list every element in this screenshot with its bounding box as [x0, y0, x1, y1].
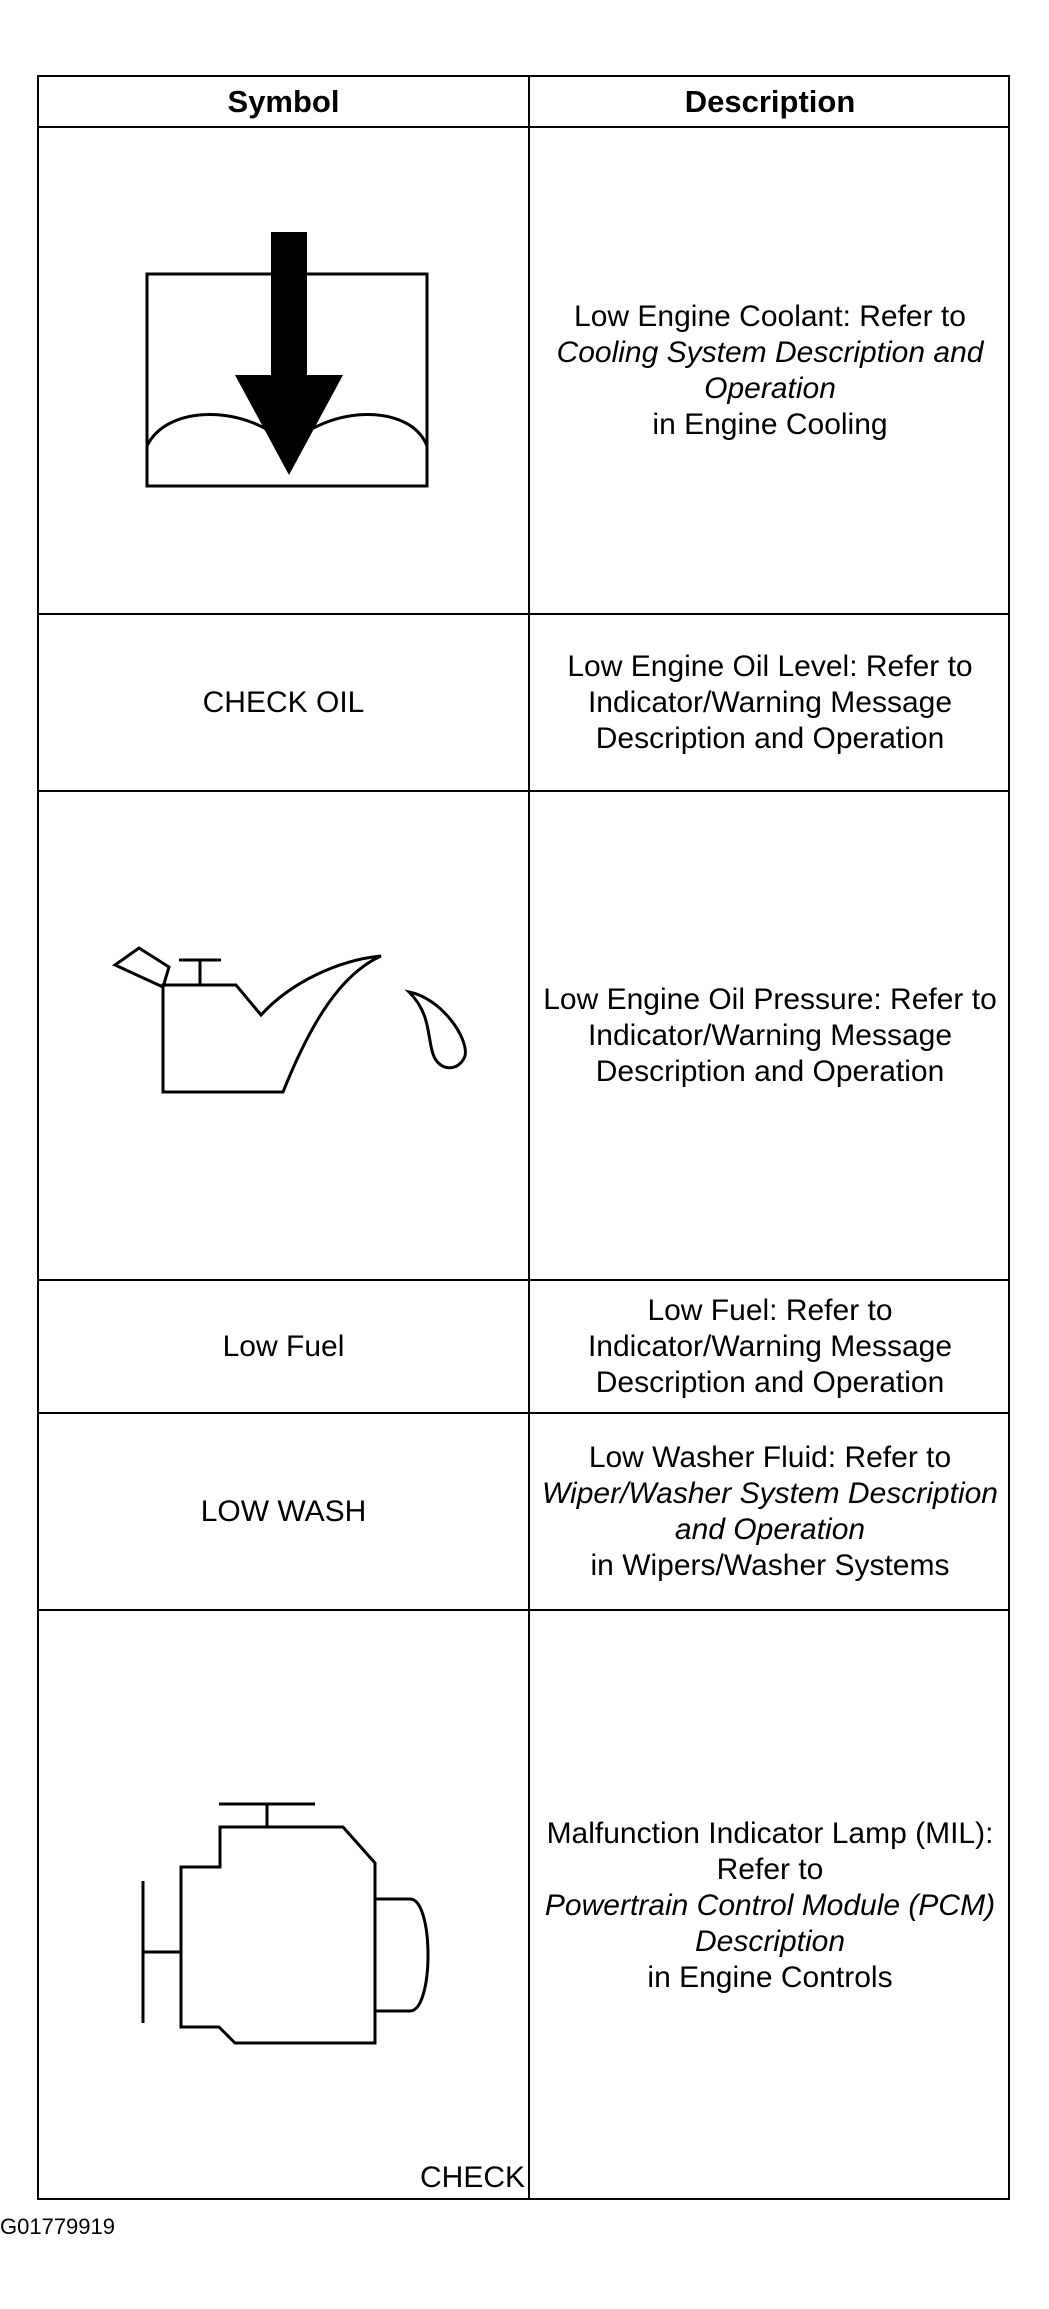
description-location: in Engine Cooling	[652, 407, 888, 441]
symbol-text: Low Fuel	[222, 1329, 345, 1363]
engine-icon	[39, 1611, 528, 2200]
description-cell	[530, 1281, 1010, 1412]
description-text: Low Engine Oil Level: Refer to Indicator/Warning Message Description and Operation	[567, 649, 973, 755]
symbol-cell	[39, 1611, 528, 2200]
description-text: Low Engine Coolant: Refer to	[574, 299, 966, 333]
reference-link-text: Cooling System Description and Operation	[556, 335, 984, 405]
description-text: Low Fuel: Refer to Indicator/Warning Message Description and Operation	[587, 1293, 953, 1399]
description-location: in Engine Controls	[647, 1960, 893, 1994]
symbol-cell	[39, 1414, 528, 1609]
symbol-column-header: Symbol	[227, 83, 340, 119]
description-column-header: Description	[684, 83, 856, 119]
symbol-text: CHECK OIL	[202, 685, 365, 719]
description-location: in Wipers/Washer Systems	[590, 1548, 950, 1582]
symbol-cell	[39, 792, 528, 1279]
description-text: Malfunction Indicator Lamp (MIL): Refer to	[546, 1816, 994, 1886]
description-cell	[530, 792, 1010, 1279]
figure-code: G01779919	[0, 2214, 115, 2239]
description-cell	[530, 615, 1010, 790]
description-text: Low Engine Oil Pressure: Refer to Indicator/Warning Message Description and Operation	[543, 982, 997, 1088]
reference-link-text: Powertrain Control Module (PCM) Description	[544, 1888, 996, 1958]
description-text: Low Washer Fluid: Refer to	[588, 1440, 952, 1474]
symbol-cell	[39, 615, 528, 790]
oil-can-icon	[39, 792, 528, 1279]
symbol-description-table	[37, 75, 1010, 2200]
description-cell	[530, 1611, 1010, 2200]
symbol-cell	[39, 1281, 528, 1412]
check-label: CHECK	[419, 2161, 525, 2194]
symbol-text: LOW WASH	[200, 1494, 367, 1528]
low-coolant-icon	[39, 128, 528, 613]
reference-link-text: Wiper/Washer System Description and Operation	[542, 1476, 998, 1546]
description-cell	[530, 128, 1010, 613]
description-cell	[530, 1414, 1010, 1609]
symbol-cell	[39, 128, 528, 613]
